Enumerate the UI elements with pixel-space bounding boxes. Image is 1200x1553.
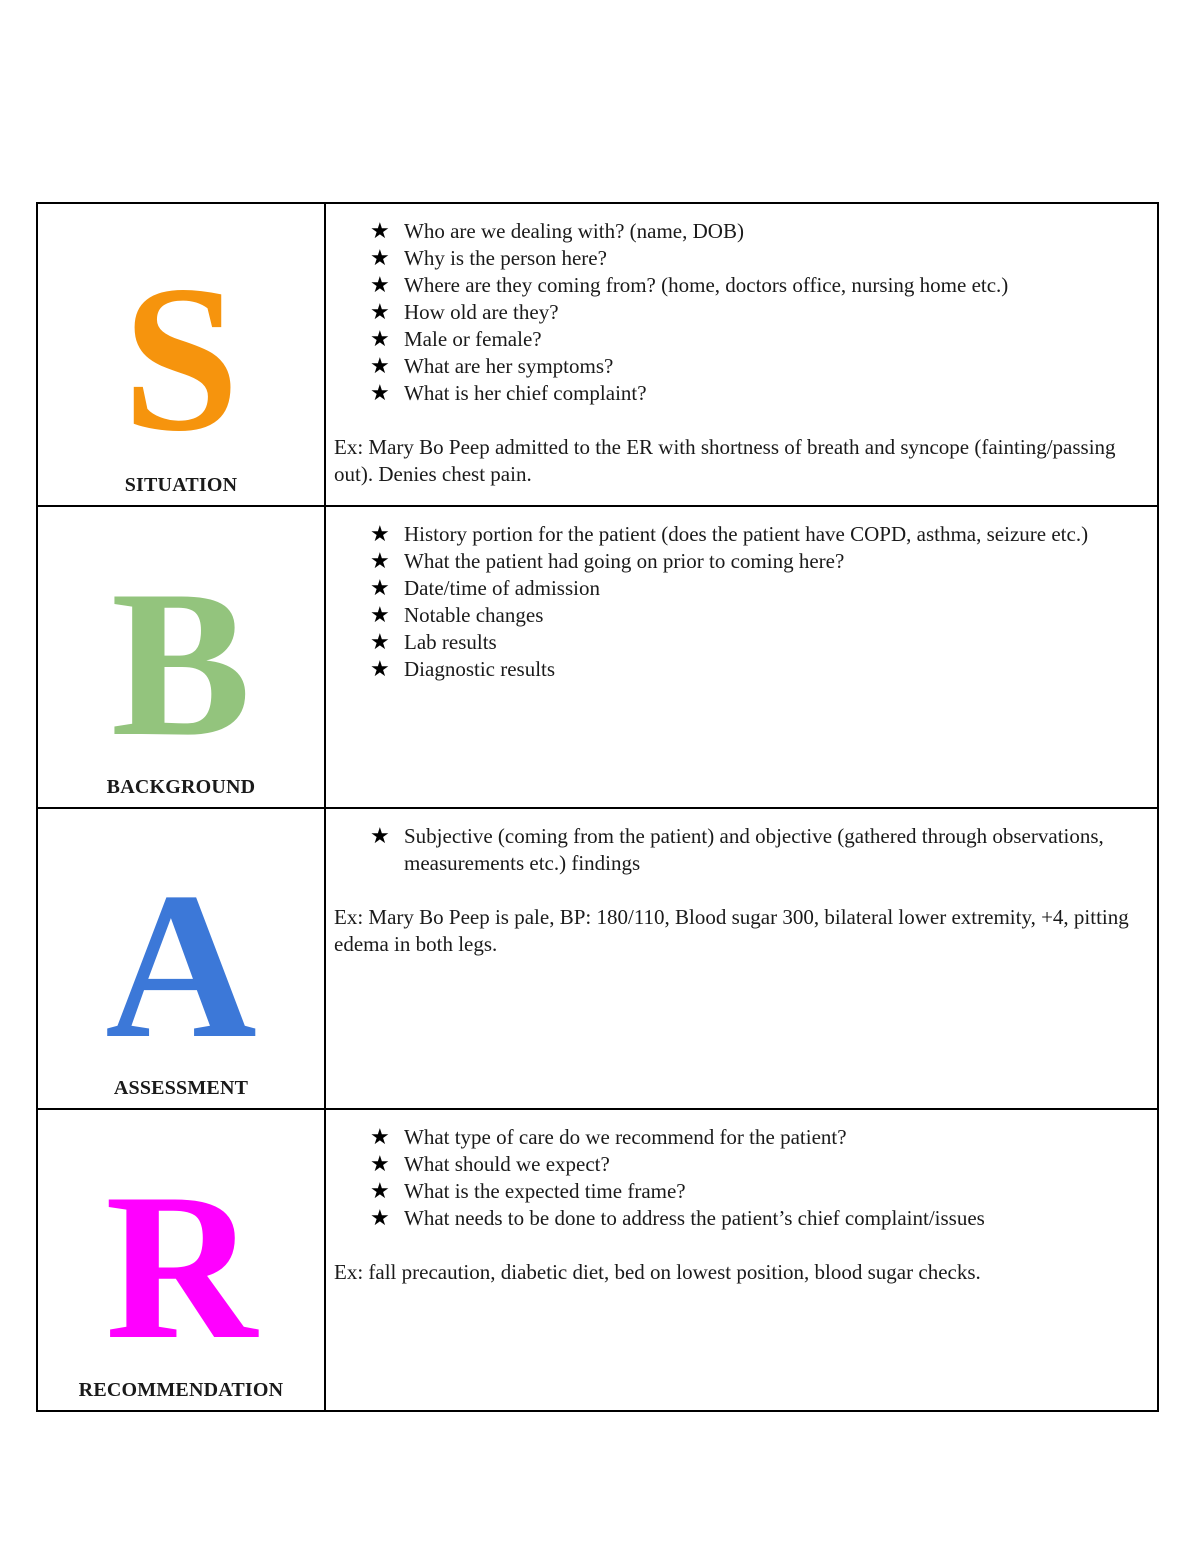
star-icon: ★ [370,657,390,682]
bullet-text: What the patient had going on prior to coming here? [404,549,845,573]
star-icon: ★ [370,246,390,271]
letter-cell-recommendation [38,1110,326,1410]
bullet-text: Where are they coming from? (home, doctors office, nursing home etc.) [404,273,1009,297]
bullet-list-background [334,521,1133,683]
bullet-item [334,521,1133,548]
bullet-item [334,602,1133,629]
star-icon: ★ [370,1179,390,1204]
bullet-item [334,1205,1133,1232]
caption-assessment: ASSESSMENT [113,1077,249,1099]
sbar-row-background [38,507,1157,809]
bullet-item [334,353,1133,380]
sbar-table [36,202,1159,1412]
sbar-row-recommendation [38,1110,1157,1410]
letter-cell-situation [38,204,326,505]
example-situation: Ex: Mary Bo Peep admitted to the ER with shortness of breath and syncope (fainting/passing out). Denies chest pain. [334,435,1116,486]
star-icon: ★ [370,549,390,574]
bullet-item [334,245,1133,272]
letter-cell-background [38,507,326,807]
star-icon: ★ [370,824,390,849]
bullet-item [334,823,1133,877]
caption-background: BACKGROUND [106,776,256,798]
content-cell-recommendation [326,1110,1157,1410]
bullet-text: What is the expected time frame? [404,1179,686,1203]
bullet-item [334,1151,1133,1178]
bullet-text: Male or female? [404,327,542,351]
bullet-list-assessment [334,823,1133,877]
bullet-text: Why is the person here? [404,246,607,270]
star-icon: ★ [370,576,390,601]
example-assessment: Ex: Mary Bo Peep is pale, BP: 180/110, Blood sugar 300, bilateral lower extremity, +4, pitting edema in both legs. [334,905,1129,956]
content-cell-background [326,507,1157,807]
example-recommendation: Ex: fall precaution, diabetic diet, bed on lowest position, blood sugar checks. [334,1260,981,1284]
bullet-item [334,272,1133,299]
bullet-text: Lab results [404,630,497,654]
bullet-item [334,656,1133,683]
bullet-text: Diagnostic results [404,657,556,681]
bullet-list-situation [334,218,1133,407]
big-letter-b: B [110,548,252,780]
content-cell-situation [326,204,1157,505]
bullet-item [334,629,1133,656]
star-icon: ★ [370,219,390,244]
star-icon: ★ [370,630,390,655]
big-letter-s: S [122,243,240,475]
letter-cell-assessment [38,809,326,1108]
bullet-item [334,299,1133,326]
bullet-text: Date/time of admission [404,576,600,600]
caption-situation: SITUATION [124,474,238,496]
star-icon: ★ [370,327,390,352]
star-icon: ★ [370,273,390,298]
bullet-list-recommendation [334,1124,1133,1232]
bullet-text: How old are they? [404,300,559,324]
caption-recommendation: RECOMMENDATION [78,1379,284,1401]
star-icon: ★ [370,354,390,379]
bullet-text: Notable changes [404,603,544,627]
big-letter-a: A [105,850,257,1082]
star-icon: ★ [370,1206,390,1231]
bullet-text: Subjective (coming from the patient) and objective (gathered through observations, measurements etc.) findings [404,824,1104,875]
big-letter-r: R [105,1151,257,1383]
sbar-row-situation [38,204,1157,507]
bullet-item [334,380,1133,407]
bullet-item [334,548,1133,575]
bullet-text: What should we expect? [404,1152,610,1176]
bullet-text: What is her chief complaint? [404,381,647,405]
bullet-item [334,326,1133,353]
bullet-text: What needs to be done to address the patient’s chief complaint/issues [404,1206,985,1230]
bullet-text: Who are we dealing with? (name, DOB) [404,219,744,243]
bullet-item [334,1178,1133,1205]
star-icon: ★ [370,603,390,628]
bullet-text: History portion for the patient (does the patient have COPD, asthma, seizure etc.) [404,522,1089,546]
bullet-item [334,1124,1133,1151]
bullet-text: What type of care do we recommend for the patient? [404,1125,847,1149]
bullet-item [334,218,1133,245]
star-icon: ★ [370,522,390,547]
star-icon: ★ [370,1152,390,1177]
star-icon: ★ [370,381,390,406]
bullet-item [334,575,1133,602]
star-icon: ★ [370,1125,390,1150]
star-icon: ★ [370,300,390,325]
sbar-row-assessment [38,809,1157,1110]
bullet-text: What are her symptoms? [404,354,614,378]
content-cell-assessment [326,809,1157,1108]
